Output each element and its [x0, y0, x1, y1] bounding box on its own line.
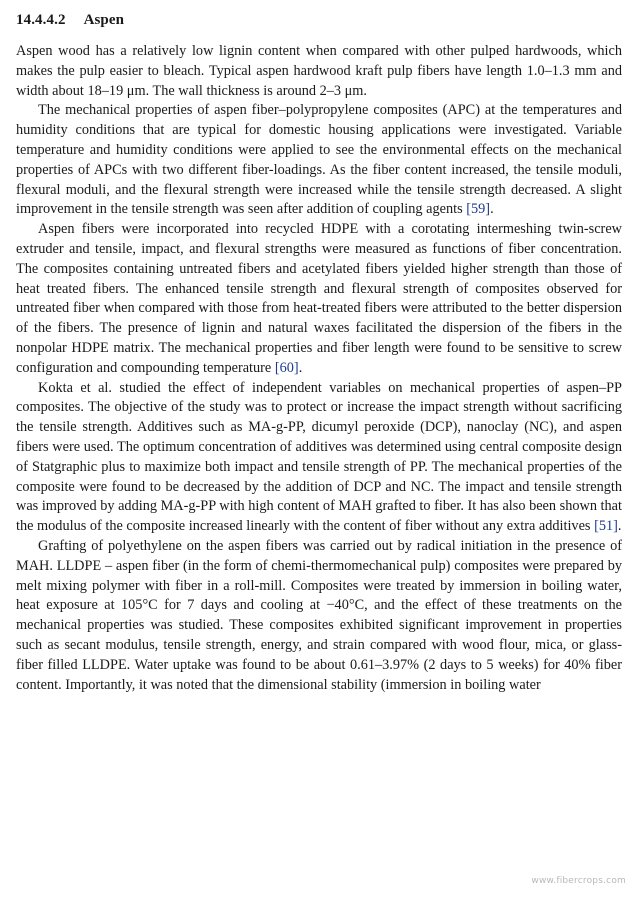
citation-link[interactable]: [60] — [274, 359, 299, 376]
paragraph-2 — [16, 101, 622, 220]
paragraph-text: Aspen wood has a relatively low lignin content when compared with other pulped hardwoods, which makes the pulp easier to bleach. Typical aspen hardwood kraft pulp fibers have length 1.0–1.3 mm and width about 18–19 μm. The wall thickness is around 2–3 μm. — [16, 43, 622, 99]
body-text — [16, 42, 622, 695]
section-number: 14.4.4.2 — [16, 12, 66, 28]
paragraph-4 — [16, 379, 622, 537]
paragraph-3 — [16, 220, 622, 378]
paragraph-5 — [16, 537, 622, 695]
paragraph-1 — [16, 42, 622, 101]
paragraph-tail: . — [490, 201, 494, 218]
paragraph-text: Aspen fibers were incorporated into recycled HDPE with a corotating intermeshing twin-screw extruder and tensile, impact, and flexural strengths were measured as functions of fiber concentration. The composites containing untreated fibers and acetylated fibers yielded higher strength than those of heat treated fibers. The enhanced tensile strength and flexural strength of composites observed for untreated fiber when compared with those from heat-treated fibers were attributed to the better dispersion of the fibers. The presence of lignin and natural waxes facilitated the dispersion of the fibers in the nonpolar HDPE matrix. The mechanical properties and fiber length were found to be sensitive to screw configuration and compounding temperature — [16, 221, 622, 376]
paragraph-text: Kokta et al. studied the effect of independent variables on mechanical properties of aspen–PP composites. The objective of the study was to protect or increase the impact strength without sacrificing the tensile strength. Additives such as MA-g-PP, dicumyl peroxide (DCP), nanoclay (NC), and aspen fibers were used. The optimum concentration of additives was determined using central composite design of Statgraphic plus to maximize both impact and tensile strength of PP. The mechanical properties of the composite were found to be decreased by the addition of DCP and NC. The impact and tensile strength was improved by adding MA-g-PP with high content of MAH grafted to fiber. It has also been shown that the modulus of the composite increased linearly with the content of fiber without any extra additives — [16, 379, 622, 535]
section-title: Aspen — [83, 12, 125, 28]
paragraph-tail: . — [298, 359, 303, 376]
citation-link[interactable]: [59] — [466, 201, 491, 218]
watermark: www.fibercrops.com — [531, 876, 626, 886]
paragraph-text: The mechanical properties of aspen fiber–polypropylene composites (APC) at the temperatures and humidity conditions that are typical for domestic housing applications were investigated. Variable temperature and humidity conditions were applied to see the environmental effects on the mechanical properties of APCs with two different fiber-loadings. As the fiber content increased, the tensile moduli, flexural moduli, and the flexural strength were increased while the tensile strength decreased. A slight improvement in the tensile strength was seen after addition of coupling agents — [16, 102, 622, 218]
paragraph-text: Grafting of polyethylene on the aspen fibers was carried out by radical initiation in the presence of MAH. LLDPE – aspen fiber (in the form of chemi-thermomechanical pulp) composites were prepared by melt mixing polymer with fiber in a roll-mill. Composites were treated by immersion in boiling water, heat exposure at 105°C for 7 days and cooling at −40°C, and the effect of these treatments on the mechanical properties was studied. These composites exhibited significant improvement in properties such as secant modulus, tensile strength, energy, and strain compared with wood flour, mica, or glass-fiber filled LLDPE. Water uptake was found to be about 0.61–3.97% (2 days to 5 weeks) for 40% fiber content. Importantly, it was noted that the dimensional stability (immersion in boiling water — [16, 537, 622, 693]
citation-link[interactable]: [51] — [594, 518, 618, 535]
section-heading — [16, 10, 622, 30]
paragraph-tail: . — [617, 518, 622, 535]
